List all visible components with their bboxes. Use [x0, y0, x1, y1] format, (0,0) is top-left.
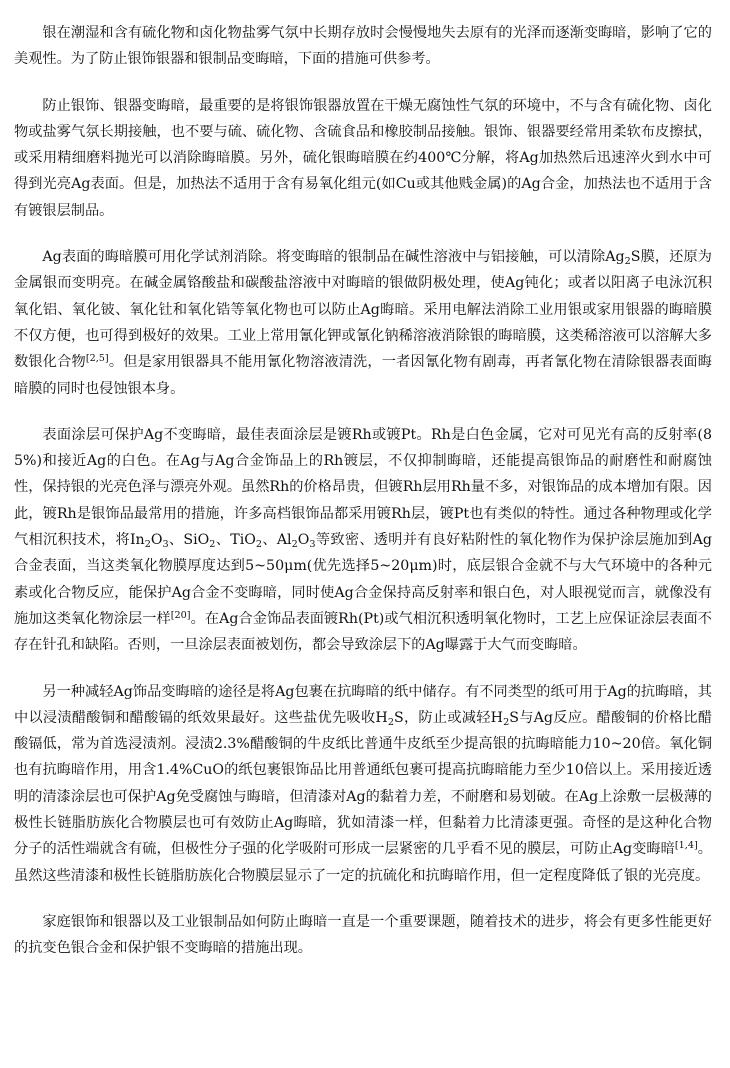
- subscript: 2: [209, 538, 216, 550]
- text-run: 防止银饰、银器变晦暗，最重要的是将银饰银器放置在干燥无腐蚀性气氛的环境中，不与含有硫化物、卤化物或盐雾气氛长期接触，也不要与硫、硫化物、含硫食品和橡胶制品接触。银饰、银器要经常用柔软布皮擦拭，或采用精细磨料抛光可以消除晦暗膜。另外，硫化银晦暗膜在约400℃分解，将Ag加热然后迅速淬火到水中可得到光亮Ag表面。但是，加热法不适用于含有易氧化组元(如Cu或其他贱金属)的Ag合金，加热法也不适用于含有镀银层制品。: [14, 97, 712, 219]
- text-run: O: [297, 532, 310, 549]
- text-run: S，防止或减轻H: [393, 709, 504, 726]
- text-run: 。但是家用银器具不能用氰化物溶液清洗，一者因氰化物有剧毒，再者氰化物在清除银器表面晦暗膜的同时也侵蚀银本身。: [14, 354, 712, 397]
- text-run: 、Al: [262, 532, 292, 549]
- paragraph-2: [14, 93, 712, 224]
- text-run: Ag表面的晦暗膜可用化学试剂消除。将变晦暗的银制品在碱性溶液中与铝接触，可以清除Ag: [42, 249, 625, 266]
- citation-superscript: [1,4]: [674, 840, 698, 852]
- text-run: 、TiO: [215, 532, 256, 549]
- text-run: 。在Ag合金饰品表面镀Rh(Pt)或气相沉积透明氧化物时，工艺上应保证涂层表面不存在针孔和缺陷。否则，一旦涂层表面被划伤，都会导致涂层下的Ag曝露于大气而变晦暗。: [14, 610, 712, 654]
- text-run: 。虽然这些清漆和极性长链脂肪族化合物膜层显示了一定的抗硫化和抗晦暗作用，但一定程度降低了银的光亮度。: [14, 841, 712, 884]
- subscript: 2: [144, 538, 151, 550]
- text-run: S与Ag反应。醋酸铜的价格比醋酸镉低，常为首选浸渍剂。浸渍2.3%醋酸铜的牛皮纸比普通牛皮纸至少提高银的抗晦暗能力10~20倍。氧化铜也有抗晦暗作用，用含1.4%CuO的纸包裹银饰品比用普通纸包裹可提高抗晦暗能力至少10倍以上。采用接近透明的清漆涂层也可保护Ag免受腐蚀与晦暗，但清漆对Ag的黏着力差，不耐磨和易划破。在Ag上涂敷一层极薄的极性长链脂肪族化合物膜层也可有效防止Ag晦暗，犹如清漆一样，但黏着力比清漆更强。奇怪的是这种化合物分子的活性端就含有硫，但极性分子强的化学吸附可形成一层紧密的几乎看不见的膜层，可防止Ag变晦暗: [14, 709, 713, 858]
- text-run: O: [150, 532, 163, 549]
- text-run: 银在潮湿和含有硫化物和卤化物盐雾气氛中长期存放时会慢慢地失去原有的光泽而逐渐变晦暗，影响了它的美观性。为了防止银饰银器和银制品变晦暗，下面的措施可供参考。: [14, 25, 712, 68]
- text-run: 家庭银饰和银器以及工业银制品如何防止晦暗一直是一个重要课题，随着技术的进步，将会有更多性能更好的抗变色银合金和保护银不变晦暗的措施出现。: [14, 913, 712, 957]
- paragraph-4: [14, 422, 712, 659]
- paragraph-1: [14, 20, 712, 73]
- subscript: 2: [503, 716, 510, 728]
- subscript: 2: [255, 538, 263, 550]
- text-run: 表面涂层可保护Ag不变晦暗，最佳表面涂层是镀Rh或镀Pt。Rh是白色金属，它对可见光有高的反射率(85%)和接近Ag的白色。在Ag与Ag合金饰品上的Rh镀层，不仅抑制晦暗，还能提高银饰品的耐磨性和耐腐蚀性，保持银的光亮色泽与漂亮外观。虽然Rh的价格昂贵，但镀Rh层用Rh量不多，对银饰品的成本增加有限。因此，镀Rh是银饰品最常用的措施，许多高档银饰品都采用镀Rh层，镀Pt也有类似的特性。通过各种物理或化学气相沉积技术，将In: [14, 426, 712, 549]
- text-run: 、SiO: [168, 532, 210, 549]
- subscript: 3: [309, 538, 316, 550]
- paragraph-3: [14, 244, 712, 402]
- paragraph-5: [14, 679, 712, 889]
- subscript: 2: [291, 538, 298, 550]
- text-run: 另一种减轻Ag饰品变晦暗的途径是将Ag包裹在抗晦暗的纸中储存。有不同类型的纸可用于Ag的抗晦暗，其中以浸渍醋酸铜和醋酸镉的纸效果最好。这些盐优先吸收H: [14, 683, 712, 726]
- citation-superscript: [2,5]: [85, 352, 109, 364]
- citation-superscript: [20]: [170, 609, 191, 621]
- subscript: 2: [624, 255, 631, 267]
- subscript: 3: [162, 538, 169, 550]
- paragraph-6: [14, 909, 712, 962]
- text-run: 等致密、透明并有良好粘附性的氧化物作为保护涂层施加到Ag合金表面，当这类氧化物膜厚度达到5~50μm(优先选择5~20μm)时，底层银合金就不与大气环境中的各种元素或化合物反应，能保护Ag合金不变晦暗，同时使Ag合金保持高反射率和银白色，对人眼视觉而言，就像没有施加这类氧化物涂层一样: [14, 532, 712, 627]
- text-run: S膜，还原为金属银而变明亮。在碱金属铬酸盐和碳酸盐溶液中对晦暗的银做阴极处理，使Ag钝化；或者以阳离子电泳沉积氧化铝、氧化铍、氧化钍和氧化锆等氧化物也可以防止Ag晦暗。采用电解法消除工业用银或家用银器的晦暗膜不仅方便，也可得到极好的效果。工业上常用氰化钾或氰化钠稀溶液消除银的晦暗膜，这类稀溶液可以溶解大多数银化合物: [14, 249, 712, 371]
- subscript: 2: [387, 716, 394, 728]
